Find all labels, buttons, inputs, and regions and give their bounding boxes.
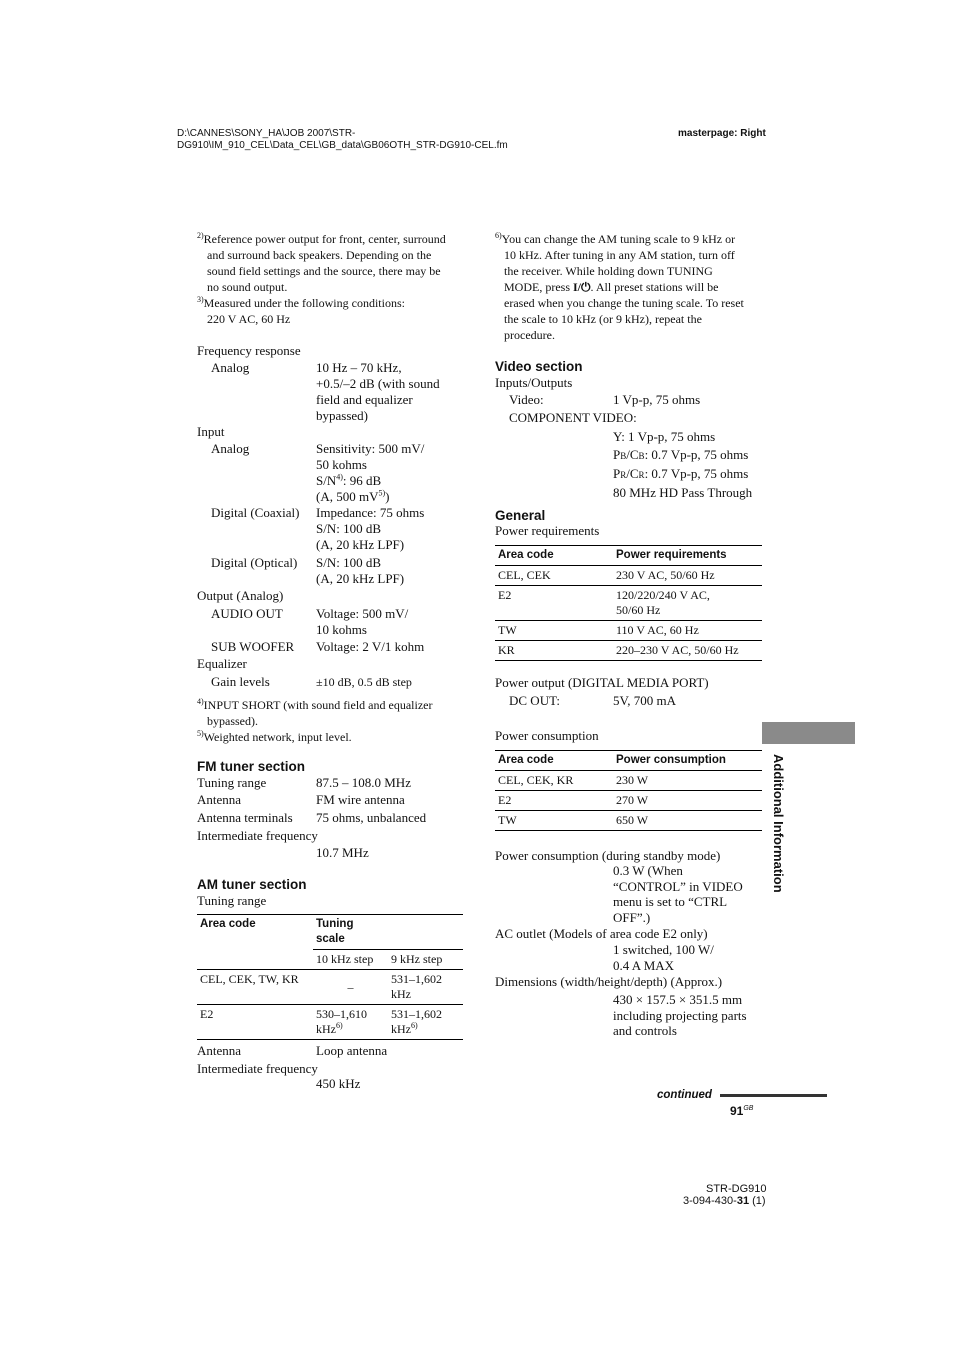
- output-label: Output (Analog): [197, 588, 284, 603]
- pc-table-header-cons: Power consumption: [616, 754, 726, 766]
- power-consumption-label: Power consumption: [495, 728, 599, 743]
- ac-outlet-label: AC outlet (Models of area code E2 only): [495, 926, 708, 941]
- am-tuning-table: [197, 914, 463, 1040]
- dimensions-value: 430 × 157.5 × 351.5 mm including projecting parts and controls: [613, 992, 747, 1038]
- frequency-response-label: Frequency response: [197, 343, 301, 358]
- power-requirements-label: Power requirements: [495, 523, 600, 538]
- am-table-header-scale: Tuning scale: [316, 918, 354, 945]
- am-tuner-heading: AM tuner section: [197, 877, 307, 892]
- digital-coaxial-label: Digital (Coaxial): [211, 505, 300, 520]
- input-analog-label: Analog: [211, 441, 250, 456]
- dc-out-label: DC OUT:: [509, 693, 560, 708]
- masterpage-label: masterpage: Right: [678, 128, 766, 139]
- digital-coaxial-value: Impedance: 75 ohms S/N: 100 dB (A, 20 kHz LPF): [316, 505, 425, 552]
- analog-label: Analog: [211, 360, 250, 375]
- power-consumption-table: [495, 750, 762, 831]
- am-antenna-value: Loop antenna: [316, 1043, 388, 1058]
- fm-tuner-heading: FM tuner section: [197, 759, 306, 774]
- table-row: TW 650 W: [495, 811, 762, 831]
- file-path: [177, 128, 508, 152]
- am-tuning-range-label: Tuning range: [197, 893, 267, 908]
- digital-optical-label: Digital (Optical): [211, 555, 298, 570]
- ac-outlet-value: 1 switched, 100 W/ 0.4 A MAX: [613, 942, 714, 973]
- audio-out-value: Voltage: 500 mV/ 10 kohms: [316, 606, 409, 637]
- video-value: 1 Vp-p, 75 ohms: [613, 392, 701, 407]
- am-table-sub-10k: 10 kHz step: [313, 950, 388, 970]
- side-tab-marker: [762, 722, 855, 744]
- table-row: E2 530–1,610 kHz$^{6)}$ 531–1,602 kHz$^{6)}$: [197, 1005, 463, 1040]
- footnote-2: $^{2)}$Reference power output for front, center, surround and surround back speakers. Depending on the sound field settings and the source, there may be no sound output. $^{3)}$Measured under the following conditions: 220 V AC, 60 Hz: [197, 231, 446, 326]
- fm-if-value: 10.7 MHz: [316, 845, 369, 860]
- table-row: E2 120/220/240 V AC, 50/60 Hz: [495, 586, 762, 621]
- continued-rule: [720, 1094, 827, 1097]
- frequency-response-value: 10 Hz – 70 kHz, +0.5/–2 dB (with sound field and equalizer bypassed): [316, 360, 440, 423]
- fm-antenna-terminals-value: 75 ohms, unbalanced: [316, 810, 427, 825]
- component-video-values: Y: 1 Vp-p, 75 ohms PB/CB: 0.7 Vp-p, 75 ohms PR/CR: 0.7 Vp-p, 75 ohms 80 MHz HD Pass Through: [613, 429, 753, 500]
- power-requirements-table: [495, 545, 762, 661]
- table-row: CEL, CEK, KR 230 W: [495, 771, 762, 791]
- fm-antenna-label: Antenna: [197, 792, 242, 807]
- am-if-label: Intermediate frequency: [197, 1061, 318, 1076]
- model-name: STR-DG910: [706, 1183, 767, 1195]
- fm-tuning-range-label: Tuning range: [197, 775, 267, 790]
- standby-consumption-label: Power consumption (during standby mode): [495, 848, 721, 863]
- am-antenna-label: Antenna: [197, 1043, 242, 1058]
- table-row: CEL, CEK, TW, KR – 531–1,602 kHz: [197, 970, 463, 1005]
- power-symbol-icon: I/⏻: [573, 280, 591, 294]
- input-label: Input: [197, 424, 225, 439]
- table-row: CEL, CEK 230 V AC, 50/60 Hz: [495, 566, 762, 586]
- footnote-6: $^{6)}$You can change the AM tuning scale to 9 kHz or 10 kHz. After tuning in any AM station, turn off the receiver. While holding down TUNING MODE, press I/⏻. All preset stations will be erased when you change the tuning scale. To reset the scale to 10 kHz (or 9 kHz), repeat the procedure.: [495, 231, 744, 342]
- dc-out-value: 5V, 700 mA: [613, 693, 676, 708]
- am-table-sub-9k: 9 kHz step: [388, 950, 463, 970]
- pc-table-header-area: Area code: [498, 754, 554, 766]
- side-tab-label: Additional Information: [771, 754, 786, 893]
- file-path-line2: DG910\IM_910_CEL\Data_CEL\GB_data\GB06OTH_STR-DG910-CEL.fm: [177, 140, 508, 151]
- component-video-label: COMPONENT VIDEO:: [509, 410, 637, 425]
- fm-antenna-value: FM wire antenna: [316, 792, 405, 807]
- am-table-header-area: Area code: [200, 918, 256, 930]
- inputs-outputs-label: Inputs/Outputs: [495, 375, 573, 390]
- input-analog-value: Sensitivity: 500 mV/ 50 kohms $S/N^{4)}$: 96 dB (A, 500 $mV^{5)}$): [316, 441, 425, 504]
- video-label: Video:: [509, 392, 544, 407]
- fm-if-label: Intermediate frequency: [197, 828, 318, 843]
- fm-tuning-range-value: 87.5 – 108.0 MHz: [316, 775, 411, 790]
- table-row: E2 270 W: [495, 791, 762, 811]
- gain-levels-value: ±10 dB, 0.5 dB step: [316, 675, 412, 689]
- footnote-4-5: $^{4)}$INPUT SHORT (with sound field and equalizer bypassed). $^{5)}$Weighted network, input level.: [197, 697, 433, 744]
- dimensions-label: Dimensions (width/height/depth) (Approx.): [495, 974, 723, 989]
- sub-woofer-label: SUB WOOFER: [211, 639, 295, 654]
- table-row: TW 110 V AC, 60 Hz: [495, 621, 762, 641]
- audio-out-label: AUDIO OUT: [211, 606, 283, 621]
- power-output-label: Power output (DIGITAL MEDIA PORT): [495, 675, 709, 690]
- page-number: $91^{GB}$: [730, 1104, 754, 1118]
- continued-label: continued: [657, 1089, 712, 1101]
- standby-consumption-value: 0.3 W (When “CONTROL” in VIDEO menu is set to “CTRL OFF”.): [613, 863, 743, 925]
- general-heading: General: [495, 508, 546, 523]
- document-code: 3-094-430-31 (1): [683, 1195, 766, 1207]
- pr-table-header-area: Area code: [498, 549, 554, 561]
- equalizer-label: Equalizer: [197, 656, 247, 671]
- table-row: KR 220–230 V AC, 50/60 Hz: [495, 641, 762, 661]
- gain-levels-label: Gain levels: [211, 674, 270, 689]
- pr-table-header-req: Power requirements: [616, 549, 727, 561]
- file-path-line1: D:\CANNES\SONY_HA\JOB 2007\STR-: [177, 128, 356, 139]
- fm-antenna-terminals-label: Antenna terminals: [197, 810, 293, 825]
- sub-woofer-value: Voltage: 2 V/1 kohm: [316, 639, 425, 654]
- video-section-heading: Video section: [495, 359, 583, 374]
- am-if-value: 450 kHz: [316, 1076, 361, 1091]
- digital-optical-value: S/N: 100 dB (A, 20 kHz LPF): [316, 555, 405, 586]
